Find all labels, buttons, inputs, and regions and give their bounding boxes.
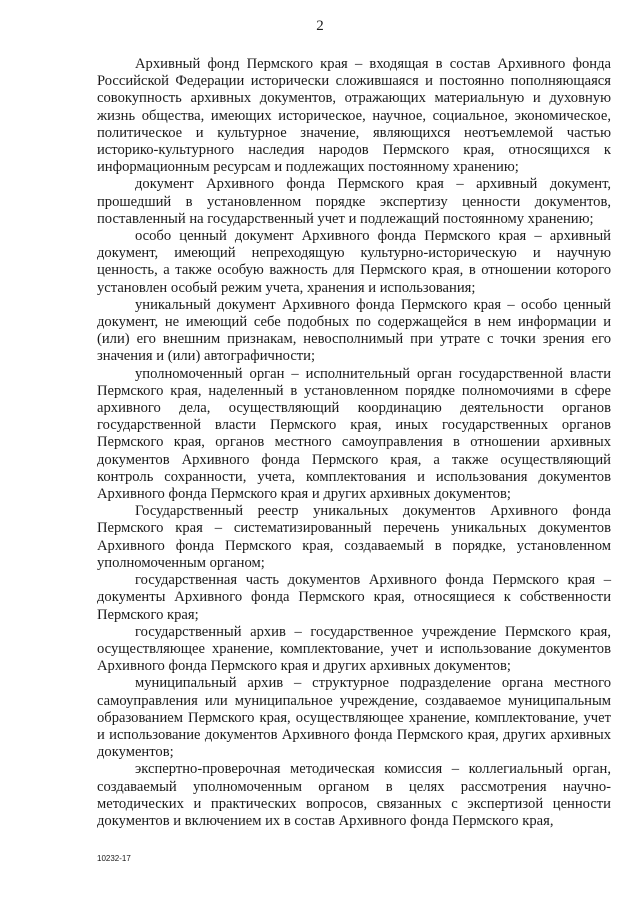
paragraph-authorized-body: уполномоченный орган – исполнительный орган государственной власти Пермского края, наделенный в установленном порядке полномочиями в сфере архивного дела, осуществляющий координацию деятельности органов государственной власти Пермского края, иных государственных органов Пермского края, органов местного самоуправления в отношении архивных документов Архивного фонда Пермского края, а также осуществляющий контроль сохранности, учета, комплектования и использования документов Архивного фонда Пермского края и других архивных документов; bbox=[97, 365, 611, 503]
paragraph-archive-fund: Архивный фонд Пермского края – входящая в состав Архивного фонда Российской Федерации исторически сложившаяся и постоянно пополняющаяся совокупность архивных документов, отражающих материальную и духовную жизнь общества, имеющих историческое, научное, социальное, экономическое, политическое и культурное значение, являющихся неотъемлемой частью историко-культурного наследия народов Пермского края, относящихся к информационным ресурсам и подлежащих постоянному хранению; bbox=[97, 56, 611, 176]
document-body bbox=[97, 56, 611, 830]
page-number: 2 bbox=[316, 18, 324, 34]
paragraph-fund-document: документ Архивного фонда Пермского края – архивный документ, прошедший в установленном порядке экспертизу ценности документов, поставленный на государственный учет и подлежащий постоянному хранению; bbox=[97, 176, 611, 227]
paragraph-state-register: Государственный реестр уникальных документов Архивного фонда Пермского края – систематизированный перечень уникальных документов Архивного фонда Пермского края, создаваемый в порядке, установленном уполномоченным органом; bbox=[97, 503, 611, 571]
paragraph-unique-document: уникальный документ Архивного фонда Пермского края – особо ценный документ, не имеющий себе подобных по содержащейся в нем информации и (или) его внешним признакам, невосполнимый при утрате с точки зрения его значения и (или) автографичности; bbox=[97, 296, 611, 365]
paragraph-state-archive: государственный архив – государственное учреждение Пермского края, осуществляющее хранение, комплектование, учет и использование документов Архивного фонда Пермского края и других архивных документов; bbox=[97, 623, 611, 675]
paragraph-valuable-document: особо ценный документ Архивного фонда Пермского края – архивный документ, имеющий непреходящую культурно-историческую и научную ценность, а также особую важность для Пермского края, в отношении которого установлен особый режим учета, хранения и использования; bbox=[97, 228, 611, 296]
paragraph-state-part: государственная часть документов Архивного фонда Пермского края – документы Архивного фонда Пермского края, относящиеся к собственности Пермского края; bbox=[97, 572, 611, 623]
document-code: 10232-17 bbox=[97, 854, 131, 863]
paragraph-municipal-archive: муниципальный архив – структурное подразделение органа местного самоуправления или муниципальное учреждение, создаваемое муниципальным образованием Пермского края, осуществляющее хранение, комплектование, учет и использование документов Архивного фонда Пермского края, других архивных документов; bbox=[97, 675, 611, 761]
paragraph-expert-commission: экспертно-проверочная методическая комиссия – коллегиальный орган, создаваемый уполномоченным органом в целях рассмотрения научно-методических и практических вопросов, связанных с экспертизой ценности документов и включением их в состав Архивного фонда Пермского края, bbox=[97, 761, 611, 829]
